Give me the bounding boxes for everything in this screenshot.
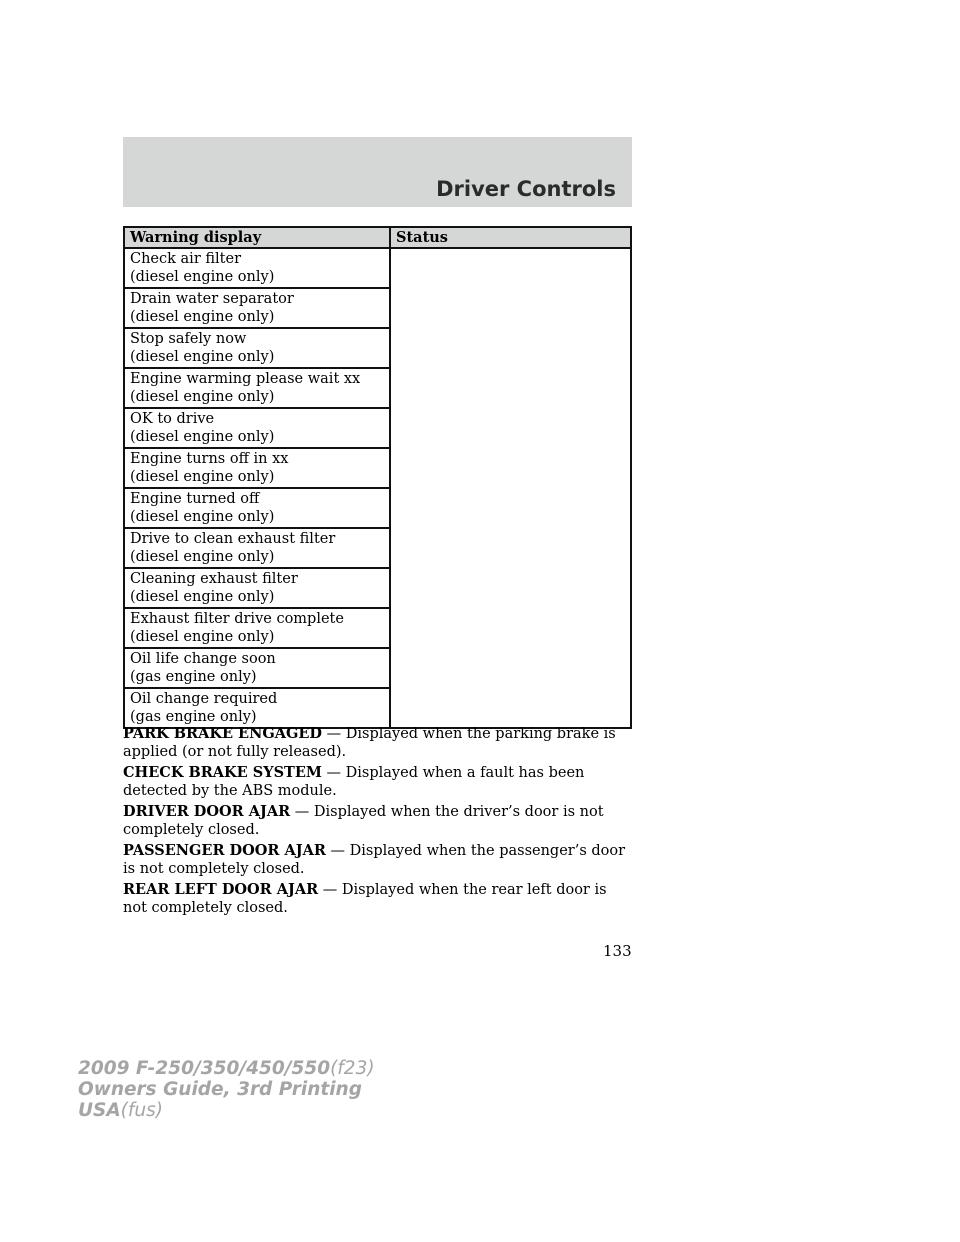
warning-display-cell	[124, 288, 390, 328]
warning-message: OK to drive	[130, 411, 215, 427]
engine-qualifier: (diesel engine only)	[130, 389, 275, 405]
message-term: CHECK BRAKE SYSTEM	[123, 764, 322, 781]
warning-display-cell	[124, 568, 390, 608]
warning-display-table	[123, 226, 632, 729]
message-explanation: — Displayed when the parking brake is applied (or not fully released).	[123, 726, 616, 760]
warning-message: Oil life change soon	[130, 651, 276, 667]
engine-qualifier: (diesel engine only)	[130, 349, 275, 365]
warning-message: Engine warming please wait xx	[130, 371, 361, 387]
engine-qualifier: (diesel engine only)	[130, 269, 275, 285]
column-header-warning-display: Warning display	[124, 227, 390, 248]
warning-display-cell	[124, 648, 390, 688]
warning-message: Cleaning exhaust filter	[130, 571, 298, 587]
footer-market-code: (fus)	[120, 1100, 163, 1121]
message-description	[123, 881, 635, 917]
table-row	[124, 248, 631, 288]
warning-display-cell	[124, 248, 390, 288]
engine-qualifier: (diesel engine only)	[130, 509, 275, 525]
engine-qualifier: (diesel engine only)	[130, 429, 275, 445]
message-description	[123, 842, 635, 878]
warning-display-cell	[124, 328, 390, 368]
status-cell	[390, 248, 631, 728]
engine-qualifier: (diesel engine only)	[130, 549, 275, 565]
table-body	[124, 248, 631, 728]
message-term: DRIVER DOOR AJAR	[123, 803, 291, 820]
engine-qualifier: (diesel engine only)	[130, 629, 275, 645]
warning-display-cell	[124, 528, 390, 568]
message-explanation: — Displayed when the rear left door is not completely closed.	[123, 882, 607, 916]
message-term: REAR LEFT DOOR AJAR	[123, 881, 319, 898]
warning-message: Check air filter	[130, 251, 242, 267]
engine-qualifier: (diesel engine only)	[130, 589, 275, 605]
table-header-row	[124, 227, 631, 248]
message-term: PASSENGER DOOR AJAR	[123, 842, 326, 859]
footer-model: 2009 F-250/350/450/550	[78, 1058, 331, 1079]
warning-display-cell	[124, 488, 390, 528]
warning-message: Exhaust filter drive complete	[130, 611, 344, 627]
message-description	[123, 725, 635, 761]
message-explanation: — Displayed when the passenger’s door is not completely closed.	[123, 843, 626, 877]
warning-display-cell	[124, 368, 390, 408]
warning-display-cell	[124, 408, 390, 448]
warning-display-cell	[124, 608, 390, 648]
footer-line-model	[78, 1058, 375, 1079]
warning-display-cell	[124, 688, 390, 728]
footer-line-market	[78, 1100, 375, 1121]
message-explanation: — Displayed when the driver’s door is not completely closed.	[123, 804, 604, 838]
footer-line-edition: Owners Guide, 3rd Printing	[78, 1079, 362, 1100]
warning-message: Oil change required	[130, 691, 278, 707]
message-description	[123, 803, 635, 839]
warning-message: Stop safely now	[130, 331, 247, 347]
footer-edition-info	[78, 1058, 375, 1121]
message-term: PARK BRAKE ENGAGED	[123, 725, 323, 742]
warning-display-cell	[124, 448, 390, 488]
section-header-band	[123, 137, 632, 207]
section-title: Driver Controls	[436, 177, 616, 201]
footer-model-code: (f23)	[330, 1058, 375, 1079]
engine-qualifier: (diesel engine only)	[130, 469, 275, 485]
warning-message: Drain water separator	[130, 291, 294, 307]
engine-qualifier: (gas engine only)	[130, 669, 257, 685]
engine-qualifier: (diesel engine only)	[130, 309, 275, 325]
warning-message: Engine turns off in xx	[130, 451, 289, 467]
warning-message: Engine turned off	[130, 491, 260, 507]
column-header-status: Status	[390, 227, 631, 248]
page-number: 133	[603, 942, 632, 960]
engine-qualifier: (gas engine only)	[130, 709, 257, 725]
message-explanation: — Displayed when a fault has been detected by the ABS module.	[123, 765, 585, 799]
footer-market: USA	[78, 1100, 121, 1121]
warning-message: Drive to clean exhaust filter	[130, 531, 336, 547]
message-description	[123, 764, 635, 800]
